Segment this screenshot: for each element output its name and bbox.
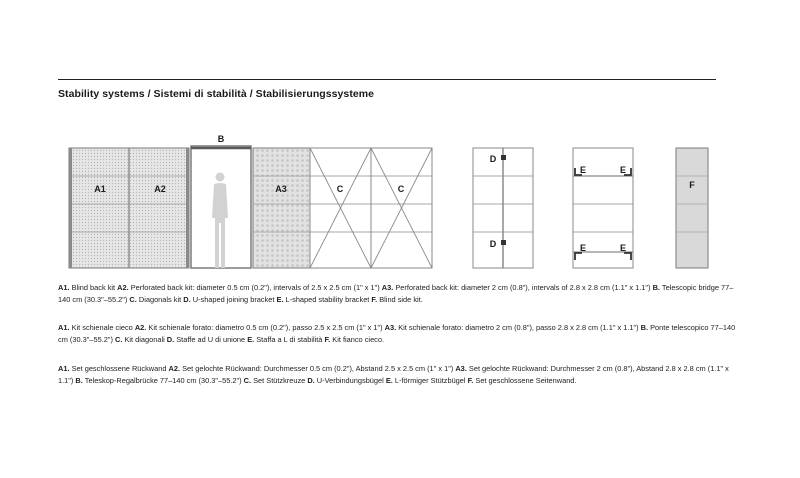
label-f: F	[689, 180, 695, 190]
legend-italian	[58, 322, 738, 346]
legend-text: Kit schienale forato: diametro 0.5 cm (0.2"), passo 2.5 x 2.5 cm (1" x 1")	[146, 323, 385, 332]
legend-text: Teleskop-Regalbrücke 77–140 cm (30.3"–55.2")	[82, 376, 244, 385]
legend-text: Set gelochte Rückwand: Durchmesser 0.5 cm (0.2"), Abstand 2.5 x 2.5 cm (1" x 1")	[180, 364, 456, 373]
legend-text: Set geschlossene Rückwand	[69, 364, 169, 373]
legend-code: A1.	[58, 364, 70, 373]
legend-text: Kit schienale forato: diametro 2 cm (0.8"), passo 2.8 x 2.8 cm (1.1" x 1.1")	[396, 323, 641, 332]
legend-code: E.	[385, 376, 393, 385]
label-e-top-right: E	[619, 165, 627, 175]
legend-code: C.	[115, 335, 123, 344]
legend-code: E.	[247, 335, 255, 344]
shelf-diagonals-c	[310, 148, 432, 268]
legend-text: Perforated back kit: diameter 0.5 cm (0.2"), intervals of 2.5 x 2.5 cm (1" x 1")	[128, 283, 382, 292]
legend-code: A2.	[134, 323, 147, 332]
human-figure-icon	[212, 173, 228, 269]
label-c-left: C	[336, 184, 344, 194]
shelf-side-d	[473, 148, 533, 268]
legend-code: C.	[129, 295, 137, 304]
legend-code: A2.	[117, 283, 129, 292]
legend-code: A1.	[58, 283, 70, 292]
legend-code: A3.	[455, 364, 467, 373]
label-d-top: D	[489, 154, 497, 164]
legend-code: A3.	[384, 323, 397, 332]
legend-text: L-förmiger Stützbügel	[392, 376, 468, 385]
legend-text: Kit fianco cieco.	[330, 335, 385, 344]
legend-code: B.	[652, 283, 660, 292]
legend-code: F.	[371, 295, 378, 304]
legend-text: Ponte telescopico 77–140 cm (30.3"–55.2")	[58, 323, 736, 344]
legend-code: B.	[75, 376, 83, 385]
legend-code: A3.	[381, 283, 394, 292]
label-b: B	[217, 134, 225, 144]
legend-text: Diagonals kit	[136, 295, 184, 304]
top-divider	[58, 79, 716, 80]
page-title: Stability systems / Sistemi di stabilità / Stabilisierungssysteme	[58, 88, 375, 100]
legend-text: Perforated back kit: diameter 2 cm (0.8"), intervals of 2.8 x 2.8 cm (1.1" x 1.1")	[393, 283, 653, 292]
legend-text: Staffe ad U di unione	[174, 335, 248, 344]
legend-code: A2.	[168, 364, 181, 373]
stability-systems-diagram	[0, 128, 800, 273]
legend-text: Blind side kit.	[377, 295, 423, 304]
legend-code: C.	[243, 376, 252, 385]
shelf-blind-side-f	[676, 148, 708, 268]
legend-code: F.	[467, 376, 474, 385]
legend-text: Telescopic bridge 77–140 cm (30.3"–55.2")	[58, 283, 734, 304]
legend-text: Set geschlossene Seitenwand.	[473, 376, 577, 385]
legend-code: F.	[324, 335, 331, 344]
legend-code: D.	[166, 335, 175, 344]
legend-code: E.	[276, 295, 284, 304]
legend-text: Kit diagonali	[122, 335, 167, 344]
legend-text: Staffa a L di stabilità	[254, 335, 325, 344]
legend-code: B.	[640, 323, 649, 332]
label-a1: A1	[94, 184, 106, 194]
shelf-a3	[253, 148, 310, 268]
label-e-top-left: E	[579, 165, 587, 175]
legend-code: D.	[307, 376, 315, 385]
legend-text: Set Stützkreuze	[251, 376, 308, 385]
label-e-bottom-right: E	[619, 243, 627, 253]
legend-text: L-shaped stability bracket	[283, 295, 372, 304]
legend-text: Set gelochte Rückwand: Durchmesser 2 cm (0.8"), Abstand 2.8 x 2.8 cm (1.1" x 1.1")	[58, 364, 729, 385]
label-a2: A2	[154, 184, 166, 194]
legend-code: A1.	[58, 323, 70, 332]
label-d-bottom: D	[489, 239, 497, 249]
label-c-right: C	[397, 184, 405, 194]
legend-text: Blind back kit	[69, 283, 118, 292]
legend-english	[58, 282, 738, 306]
legend-german	[58, 363, 738, 387]
legend-text: Kit schienale cieco	[69, 323, 135, 332]
label-e-bottom-left: E	[579, 243, 587, 253]
legend-text: U-shaped joining bracket	[190, 295, 277, 304]
shelf-a1-a2	[69, 148, 189, 268]
legend-text: U-Verbindungsbügel	[314, 376, 386, 385]
label-a3: A3	[275, 184, 287, 194]
legend-code: D.	[183, 295, 191, 304]
